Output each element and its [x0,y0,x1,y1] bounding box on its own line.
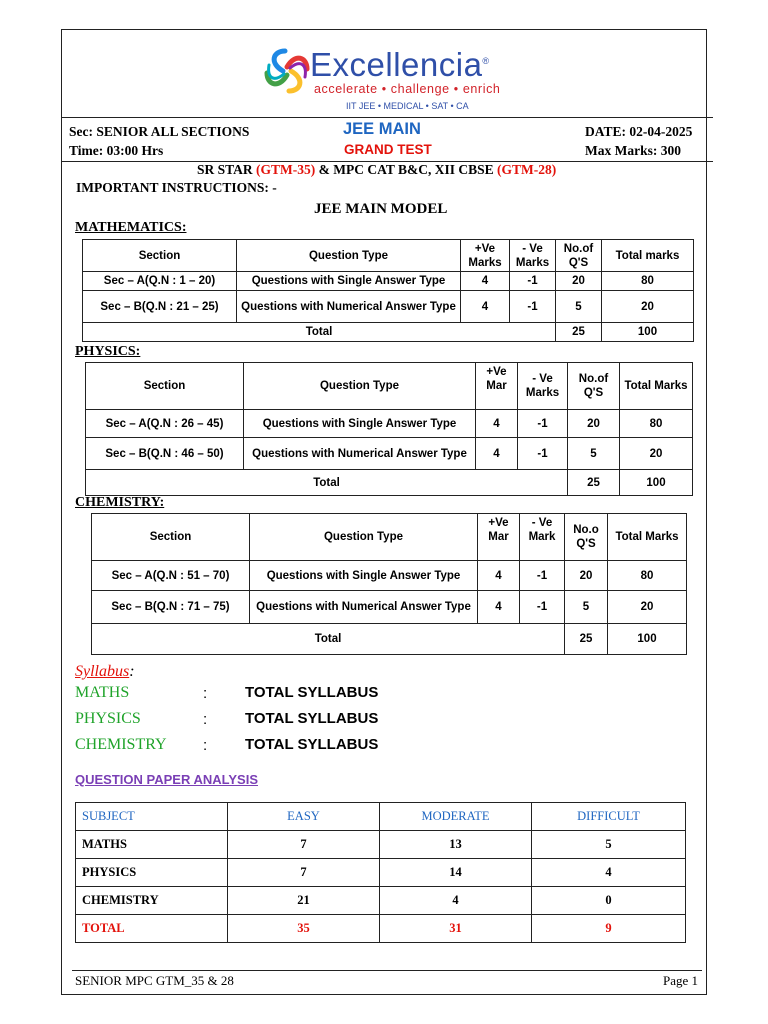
swirl-logo-icon [262,46,312,96]
page-number: Page 1 [663,973,699,988]
maths-section-table [82,239,694,342]
table-row: Sec – B(Q.N : 71 – 75) Questions with Numerical Answer Type 4 -1 5 20 [92,591,687,624]
header-cell: Section [86,363,244,410]
table-row: MATHS 7 13 5 [76,831,686,859]
analysis-table [75,802,686,943]
header-cell: Question Type [250,514,478,561]
syllabus-heading: Syllabus: [75,663,135,680]
table-row: Sec – B(Q.N : 46 – 50) Questions with Numerical Answer Type 4 -1 5 20 [86,438,693,470]
syllabus-value-chemistry: TOTAL SYLLABUS [245,736,379,753]
syllabus-colon: : [203,737,208,754]
table-header-row [83,240,694,272]
analysis-heading: QUESTION PAPER ANALYSIS [75,772,258,787]
header-cell: - Ve Marks [510,240,556,272]
header-cell: Section [92,514,250,561]
table-header-row [92,514,687,561]
header-cell: - Ve Mark [520,514,565,561]
header-cell: Question Type [237,240,461,272]
syllabus-subject-physics: PHYSICS [75,710,141,727]
header-cell: No.o Q'S [565,514,608,561]
logo-subline: IIT JEE • MEDICAL • SAT • CA [346,101,469,111]
header-cell: Question Type [244,363,476,410]
footer-code: SENIOR MPC GTM_35 & 28 [75,973,234,988]
chemistry-section-table [91,513,687,655]
syllabus-value-maths: TOTAL SYLLABUS [245,684,379,701]
table-row: Sec – A(Q.N : 1 – 20) Questions with Single Answer Type 4 -1 20 80 [83,272,694,291]
header-cell: - Ve Marks [518,363,568,410]
header-cell: Total Marks [620,363,693,410]
header-cell: No.of Q'S [556,240,602,272]
logo [262,44,522,116]
header-divider [61,117,713,118]
syllabus-colon: : [203,685,208,702]
chemistry-heading: CHEMISTRY: [75,495,165,510]
header-cell: +Ve Mar [478,514,520,561]
analysis-total-row: TOTAL 35 31 9 [76,915,686,943]
syllabus-colon: : [203,711,208,728]
physics-heading: PHYSICS: [75,344,141,359]
batch-subtitle: SR STAR (GTM-35) & MPC CAT B&C, XII CBSE (GTM-28) [197,162,557,177]
table-total-row: Total 25 100 [92,624,687,655]
logo-name: Excellencia® [310,46,490,83]
header-cell: Total Marks [608,514,687,561]
instructions-heading: IMPORTANT INSTRUCTIONS: - [76,180,277,195]
physics-section-table [85,362,693,496]
time-info: Time: 03:00 Hrs [69,143,164,158]
logo-tagline: accelerate • challenge • enrich [314,82,501,96]
table-total-row: Total 25 100 [86,470,693,496]
maths-heading: MATHEMATICS: [75,220,187,235]
date-info: DATE: 02-04-2025 [585,124,693,139]
test-title: GRAND TEST [344,142,432,157]
table-row: Sec – A(Q.N : 26 – 45) Questions with Single Answer Type 4 -1 20 80 [86,410,693,438]
table-total-row: Total 25 100 [83,323,694,342]
header-cell: Section [83,240,237,272]
max-marks: Max Marks: 300 [585,143,681,158]
analysis-header-row: SUBJECT EASY MODERATE DIFFICULT [76,803,686,831]
table-row: PHYSICS 7 14 4 [76,859,686,887]
table-header-row [86,363,693,410]
syllabus-value-physics: TOTAL SYLLABUS [245,710,379,727]
exam-title: JEE MAIN [343,120,421,138]
header-cell: No.of Q'S [568,363,620,410]
header-cell: +Ve Marks [461,240,510,272]
syllabus-subject-chemistry: CHEMISTRY [75,736,167,753]
model-title: JEE MAIN MODEL [314,201,448,217]
table-row: Sec – A(Q.N : 51 – 70) Questions with Single Answer Type 4 -1 20 80 [92,561,687,591]
table-row: Sec – B(Q.N : 21 – 25) Questions with Numerical Answer Type 4 -1 5 20 [83,291,694,323]
syllabus-subject-maths: MATHS [75,684,130,701]
footer-divider [72,970,702,971]
table-row: CHEMISTRY 21 4 0 [76,887,686,915]
header-cell: Total marks [602,240,694,272]
section-info: Sec: SENIOR ALL SECTIONS [69,124,250,139]
header-cell: +Ve Mar [476,363,518,410]
